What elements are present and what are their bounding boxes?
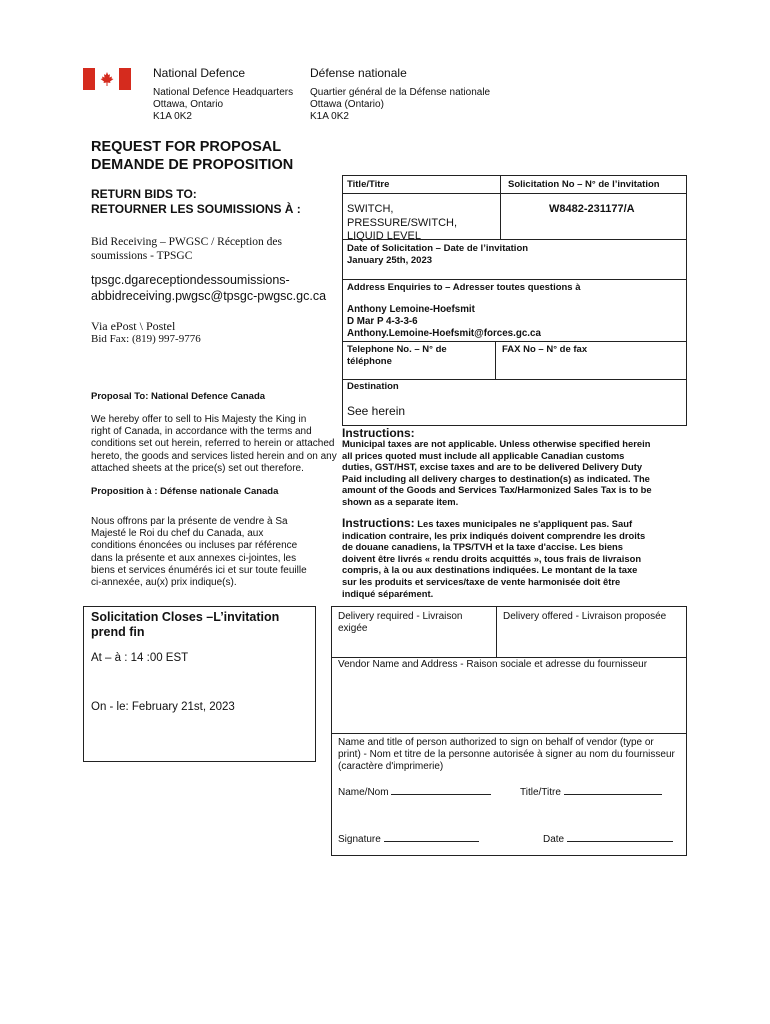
page-title: REQUEST FOR PROPOSAL DEMANDE DE PROPOSITION [91, 139, 294, 173]
epost-label: Via ePost \ Postel [91, 319, 176, 333]
bid-fax: Bid Fax: (819) 997-9776 [91, 333, 201, 345]
instructions-heading-en: Instructions: [342, 426, 415, 440]
dept-name-fr: Défense nationale [310, 66, 407, 80]
proposal-text-fr: Nous offrons par la présente de vendre à Sa Majesté le Roi du chef du Canada, aux conditions énoncées ou incluses par référence dans la présente et aux annexes ci-jointes, les biens et services énumérés ici et sur toute feuille ci-annexée, au(x) prix indique(s). [91, 516, 307, 589]
solicitation-date: January 25th, 2023 [347, 255, 433, 266]
solicitation-no-label: Solicitation No – N° de l’invitation [508, 179, 660, 190]
fax-label: FAX No – N° de fax [502, 344, 588, 355]
telephone-label: Telephone No. – N° de téléphone [347, 344, 447, 367]
closing-date: On - le: February 21st, 2023 [91, 701, 235, 713]
instructions-text-en: Municipal taxes are not applicable. Unless otherwise specified herein all prices quoted must include all applicable Canadian customs duties, GST/HST, excise taxes and are to be delivered Delivery Duty Paid including all delivery charges to destination(s) as indicated. The amount of the Goods and Services Tax/Harmonized Sales Tax is to be shown as a separate item. [342, 438, 652, 507]
date-field[interactable]: Date [543, 832, 673, 846]
signature-field[interactable]: Signature [338, 832, 479, 846]
proposal-heading-en: Proposal To: National Defence Canada [91, 391, 266, 402]
proposal-heading-fr: Proposition à : Défense nationale Canada [91, 486, 279, 497]
closing-heading: Solicitation Closes –L’invitation prend fin [91, 610, 280, 639]
dept-name-en: National Defence [153, 66, 246, 80]
solicitation-date-label: Date of Solicitation – Date de l’invitation [347, 243, 529, 254]
solicitation-number: W8482-231177/A [549, 203, 635, 215]
bid-receiving: Bid Receiving – PWGSC / Réception des soumissions - TPSGC [91, 236, 283, 262]
address-fr: Quartier général de la Défense nationale Ottawa (Ontario) K1A 0K2 [310, 87, 491, 122]
return-bids-heading: RETURN BIDS TO: RETOURNER LES SOUMISSIONS À : [91, 187, 301, 216]
instructions-text-fr: Instructions: Les taxes municipales ne s'appliquent pas. Sauf indication contraire, les prix indiqués doivent comprendre les droits de douane canadiens, la TPS/TVH et la taxe d'accise. Les biens doivent être livrés « rendu droits acquittés », tous frais de livraison compris, à la ou aux destinations indiquées. Le montant de la taxe sur les produits et services/taxe de vente harmonisée doit être indiqué séparément. [342, 516, 646, 599]
solicitation-title: SWITCH, PRESSURE/SWITCH, LIQUID LEVEL [347, 203, 458, 242]
closing-time: At – à : 14 :00 EST [91, 652, 189, 664]
bid-emails: tpsgc.dgareceptiondessoumissions- abbidreceiving.pwgsc@tpsgc-pwgsc.gc.ca [91, 273, 327, 303]
contact-info: Anthony Lemoine-Hoefsmit D Mar P 4-3-3-6 Anthony.Lemoine-Hoefsmit@forces.gc.ca [347, 304, 541, 339]
delivery-offered-label: Delivery offered - Livraison proposée [503, 611, 667, 622]
vendor-title-field[interactable]: Title/Titre [520, 785, 662, 799]
destination-value: See herein [347, 404, 406, 418]
proposal-text-en: We hereby offer to sell to His Majesty the King in right of Canada, in accordance with the terms and conditions set out herein, referred to herein or attached hereto, the goods and services listed herein and on any attached sheets at the price(s) set out therefore. [91, 414, 337, 474]
authorized-person-label: Name and title of person authorized to sign on behalf of vendor (type or print) - Nom et titre de la personne autorisée à signer au nom du fournisseur (caractère d'imprimerie) [338, 737, 675, 772]
enquiries-label: Address Enquiries to – Adresser toutes questions à [347, 282, 581, 293]
vendor-name-label: Vendor Name and Address - Raison sociale et adresse du fournisseur [338, 659, 648, 670]
address-en: National Defence Headquarters Ottawa, Ontario K1A 0K2 [153, 87, 294, 122]
vendor-box [331, 606, 687, 856]
canada-flag-icon [83, 68, 131, 90]
title-label: Title/Titre [347, 179, 390, 190]
delivery-required-label: Delivery required - Livraison exigée [338, 611, 463, 634]
destination-label: Destination [347, 381, 399, 392]
instructions-heading-fr: Instructions: [342, 516, 415, 530]
vendor-name-field[interactable]: Name/Nom [338, 785, 491, 799]
